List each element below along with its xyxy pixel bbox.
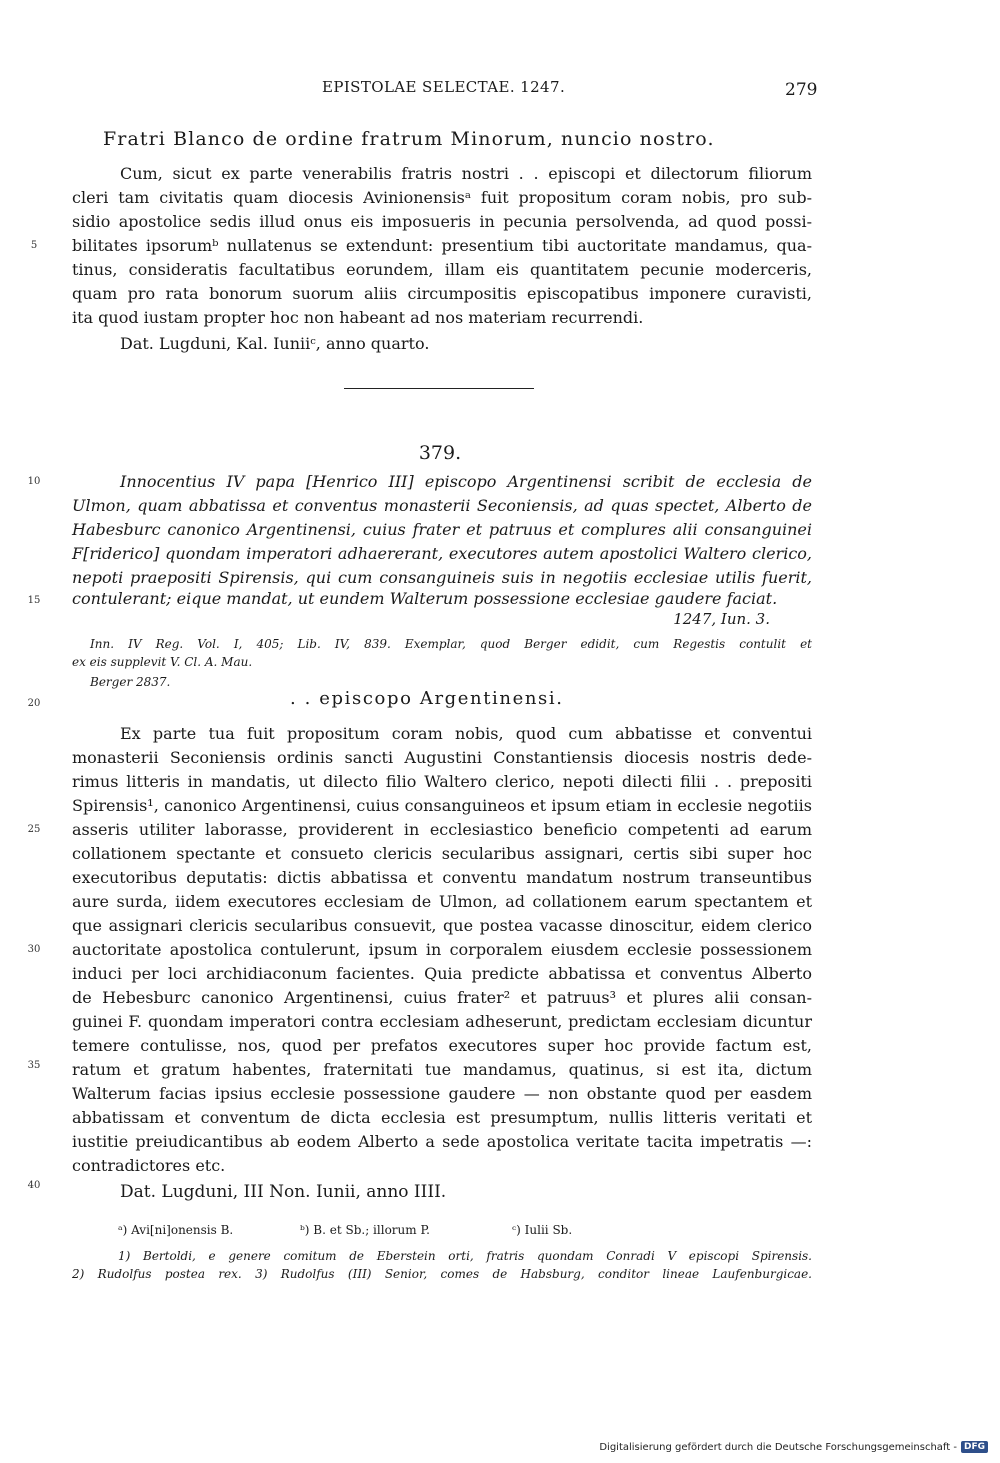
text-line: Ex parte tua fuit propositum coram nobis, quod cum abbatisse et conventui	[120, 724, 812, 743]
letter1-title: Fratri Blanco de ordine fratrum Minorum, nuncio nostro.	[103, 128, 715, 150]
margin-line-number: 20	[27, 698, 41, 709]
text-line: quam pro rata bonorum suorum aliis circumpositis episcopatibus imponere curavisti,	[72, 284, 812, 303]
page-number: 279	[785, 80, 818, 100]
text-line: temere contulisse, nos, quod per prefatos executores super hoc provide factum est,	[72, 1036, 812, 1055]
text-line: induci per loci archidiaconum facientes. Quia predicte abbatissa et conventus Alberto	[72, 964, 812, 983]
text-line: de Hebesburc canonico Argentinensi, cuius frater² et patruus³ et plures alii consan-	[72, 988, 812, 1007]
digitization-credit	[599, 1441, 988, 1453]
text-line: executoribus deputatis: dictis abbatissa et conventu mandatum nostrum transeuntibus	[72, 868, 812, 887]
footnote: 1) Bertoldi, e genere comitum de Eberstein orti, fratris quondam Conradi V episcopi Spirensis.	[118, 1249, 812, 1263]
regest-line: F[riderico] quondam imperatori adhaererant, executores autem apostolici Waltero clerico,	[72, 544, 812, 563]
running-header	[0, 78, 1000, 102]
margin-line-number: 5	[30, 240, 38, 251]
text-line: ratum et gratum habentes, fraternitati tue mandamus, quatinus, si est ita, dictum	[72, 1060, 812, 1079]
text-line: asseris utiliter laborasse, providerent in ecclesiastico beneficio competenti ad earum	[72, 820, 812, 839]
text-line: Spirensis¹, canonico Argentinensi, cuius consanguineos et ipsum etiam in ecclesie negotiis	[72, 796, 812, 815]
text-line: tinus, consideratis facultatibus eorundem, illam eis quantitatem pecunie moderceris,	[72, 260, 812, 279]
apparatus-note: ᵃ) Avi[ni]onensis B.	[118, 1223, 234, 1237]
margin-line-number: 40	[27, 1180, 41, 1191]
text-line: que assignari clericis secularibus consuevit, que postea vacasse dinoscitur, eidem clerico	[72, 916, 812, 935]
text-line: monasterii Seconiensis ordinis sancti Augustini Constantiensis diocesis nostris dede-	[72, 748, 812, 767]
regest-date: 1247, Iun. 3.	[673, 610, 770, 628]
credit-text: Digitalisierung gefördert durch die Deutsche Forschungsgemeinschaft -	[599, 1441, 957, 1453]
regest-line: Innocentius IV papa [Henrico III] episcopo Argentinensi scribit de ecclesia de	[120, 472, 812, 491]
register-line: Berger 2837.	[90, 675, 171, 689]
text-line: iustitie preiudicantibus ab eodem Alberto a sede apostolica veritate tacita impetratis —:	[72, 1132, 812, 1151]
margin-line-number: 30	[27, 944, 41, 955]
text-line: Cum, sicut ex parte venerabilis fratris nostri . . episcopi et dilectorum filiorum	[120, 164, 812, 183]
margin-line-number: 10	[27, 476, 41, 487]
text-line: rimus litteris in mandatis, ut dilecto filio Waltero clerico, nepoti dilecti filii . . prepositi	[72, 772, 812, 791]
apparatus-note: ᶜ) Iulii Sb.	[512, 1223, 573, 1237]
running-title: EPISTOLAE SELECTAE. 1247.	[322, 78, 566, 96]
register-line: Inn. IV Reg. Vol. I, 405; Lib. IV, 839. Exemplar, quod Berger edidit, cum Regestis contulit et	[90, 637, 812, 651]
text-line: guinei F. quondam imperatori contra ecclesiam adheserunt, predictam ecclesiam dicuntur	[72, 1012, 812, 1031]
text-line: aure surda, iidem executores ecclesiam de Ulmon, ad collationem earum spectantem et	[72, 892, 812, 911]
document-number: 379.	[418, 442, 462, 464]
dfg-logo-icon: DFG	[961, 1441, 988, 1453]
text-line: abbatissam et conventum de dicta ecclesia est presumptum, nullis litteris veritati et	[72, 1108, 812, 1127]
apparatus-note: ᵇ) B. et Sb.; illorum P.	[300, 1223, 430, 1237]
text-line: contradictores etc.	[72, 1156, 226, 1175]
text-line: auctoritate apostolica contulerunt, ipsum in corporalem eiusdem ecclesie possessionem	[72, 940, 812, 959]
dating-line: Dat. Lugduni, Kal. Iuniiᶜ, anno quarto.	[120, 334, 430, 353]
regest-line: Ulmon, quam abbatissa et conventus monasterii Seconiensis, ad quas spectet, Alberto de	[72, 496, 812, 515]
text-line: Walterum facias ipsius ecclesie possessione gaudere — non obstante quod per easdem	[72, 1084, 812, 1103]
text-line: bilitates ipsorumᵇ nullatenus se extendunt: presentium tibi auctoritate mandamus, qua-	[72, 236, 812, 255]
margin-line-number: 25	[27, 824, 41, 835]
register-line: ex eis supplevit V. Cl. A. Mau.	[72, 655, 253, 669]
section-divider	[344, 388, 534, 389]
text-line: ita quod iustam propter hoc non habeant ad nos materiam recurrendi.	[72, 308, 644, 327]
margin-line-number: 35	[27, 1060, 41, 1071]
regest-line: contulerant; eique mandat, ut eundem Walterum possessione ecclesiae gaudere faciat.	[72, 589, 778, 608]
text-line: collationem spectante et consueto clericis secularibus assignari, certis sibi super hoc	[72, 844, 812, 863]
margin-line-number: 15	[27, 595, 41, 606]
regest-line: Habesburc canonico Argentinensi, cuius frater et patruus et complures alii consanguinei	[72, 520, 812, 539]
footnote: 2) Rudolfus postea rex. 3) Rudolfus (III) Senior, comes de Habsburg, conditor lineae Laufenburgicae.	[72, 1267, 812, 1281]
text-line: cleri tam civitatis quam diocesis Avinionensisᵃ fuit propositum coram nobis, pro sub-	[72, 188, 812, 207]
regest-line: nepoti praepositi Spirensis, qui cum consanguineis suis in negotiis ecclesiae utilis fuerit,	[72, 568, 812, 587]
letter2-title: . . episcopo Argentinensi.	[290, 688, 564, 709]
text-line: sidio apostolice sedis illud onus eis imposueris in pecunia persolvenda, ad quod possi-	[72, 212, 812, 231]
dating-line: Dat. Lugduni, III Non. Iunii, anno IIII.	[120, 1182, 447, 1202]
